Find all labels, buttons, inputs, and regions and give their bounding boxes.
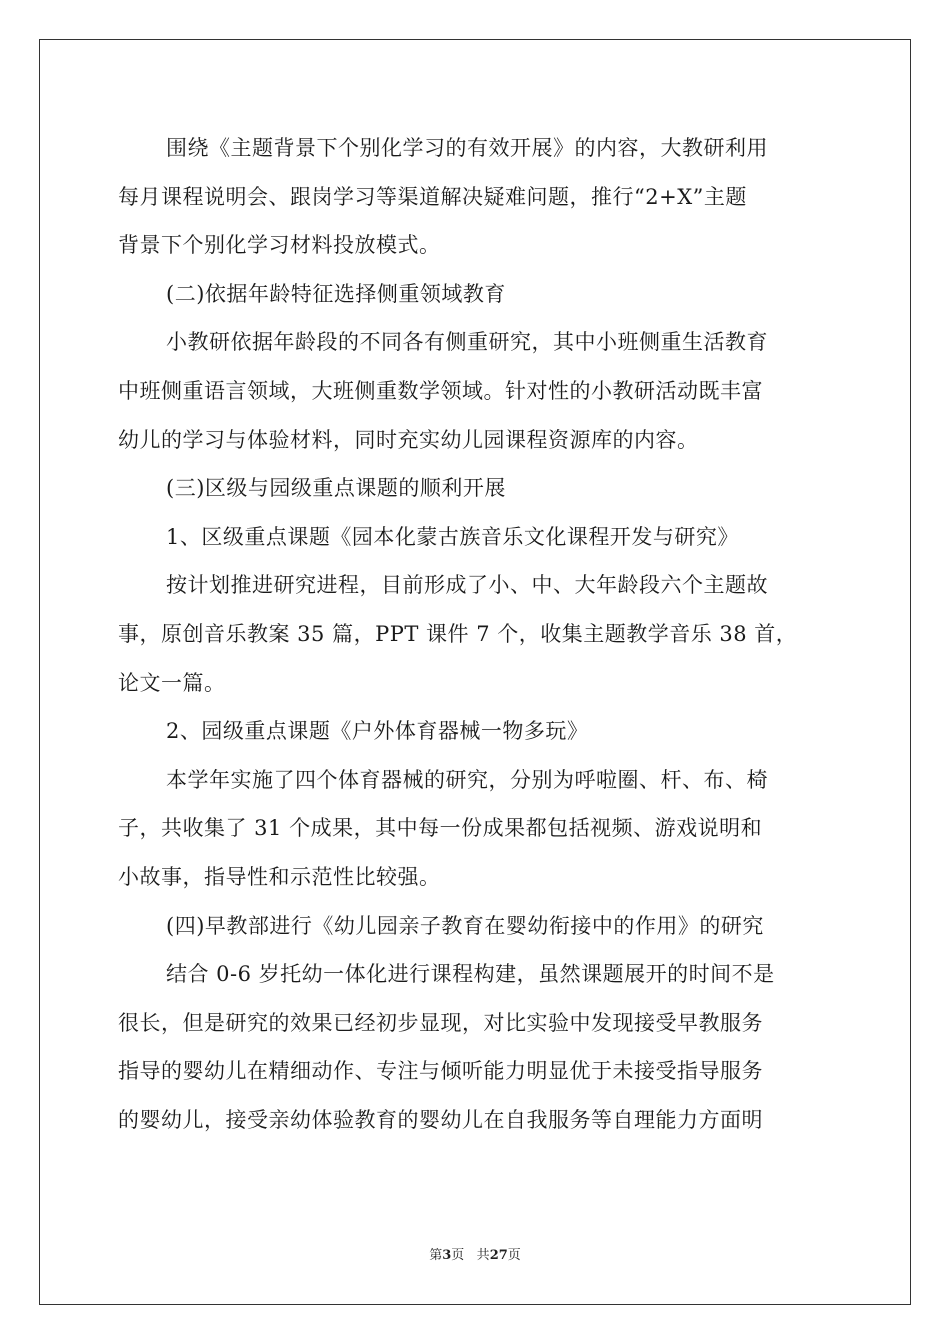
text-line: 子，共收集了 31 个成果，其中每一份成果都包括视频、游戏说明和 — [118, 816, 763, 841]
footer-page-word: 页 — [451, 1248, 465, 1263]
text-line: 小故事，指导性和示范性比较强。 — [118, 864, 441, 889]
text-line: 背景下个别化学习材料投放模式。 — [118, 233, 441, 258]
text-line: 围绕《主题背景下个别化学习的有效开展》的内容，大教研利用 — [166, 136, 768, 160]
text-line: 很长，但是研究的效果已经初步显现，对比实验中发现接受早教服务 — [118, 1010, 763, 1035]
text-line: 本学年实施了四个体育器械的研究，分别为呼啦圈、杆、布、椅 — [166, 767, 768, 792]
text-line: 结合 0-6 岁托幼一体化进行课程构建，虽然课题展开的时间不是 — [166, 962, 775, 987]
text-line: 的婴幼儿，接受亲幼体验教育的婴幼儿在自我服务等自理能力方面明 — [118, 1107, 763, 1132]
section-heading: (二)依据年龄特征选择侧重领域教育 — [166, 281, 506, 306]
text-line: 小教研依据年龄段的不同各有侧重研究，其中小班侧重生活教育 — [166, 330, 768, 355]
text-line: 中班侧重语言领域，大班侧重数学领域。针对性的小教研活动既丰富 — [118, 378, 763, 403]
section-heading: (四)早教部进行《幼儿园亲子教育在婴幼衔接中的作用》的研究 — [166, 913, 764, 938]
document-body — [118, 124, 838, 1144]
total-page-count: 27 — [489, 1248, 508, 1263]
footer-total-suffix: 页 — [507, 1248, 521, 1263]
section-heading: (三)区级与园级重点课题的顺利开展 — [166, 476, 506, 501]
text-line: 论文一篇。 — [118, 670, 226, 695]
text-line: 每月课程说明会、跟岗学习等渠道解决疑难问题，推行“2+X”主题 — [118, 184, 747, 209]
current-page-number: 3 — [442, 1248, 452, 1263]
footer-total-prefix: 共 — [476, 1248, 490, 1263]
subsection-heading: 2、园级重点课题《户外体育器械一物多玩》 — [166, 719, 589, 744]
text-line: 按计划推进研究进程，目前形成了小、中、大年龄段六个主题故 — [166, 573, 768, 598]
text-line: 指导的婴幼儿在精细动作、专注与倾听能力明显优于未接受指导服务 — [118, 1059, 763, 1084]
text-line: 幼儿的学习与体验材料，同时充实幼儿园课程资源库的内容。 — [118, 427, 699, 452]
footer-prefix: 第 — [429, 1248, 443, 1263]
text-line: 事，原创音乐教案 35 篇，PPT 课件 7 个，收集主题教学音乐 38 首， — [118, 621, 798, 646]
subsection-heading: 1、区级重点课题《园本化蒙古族音乐文化课程开发与研究》 — [166, 524, 739, 549]
page-footer — [0, 1248, 950, 1264]
